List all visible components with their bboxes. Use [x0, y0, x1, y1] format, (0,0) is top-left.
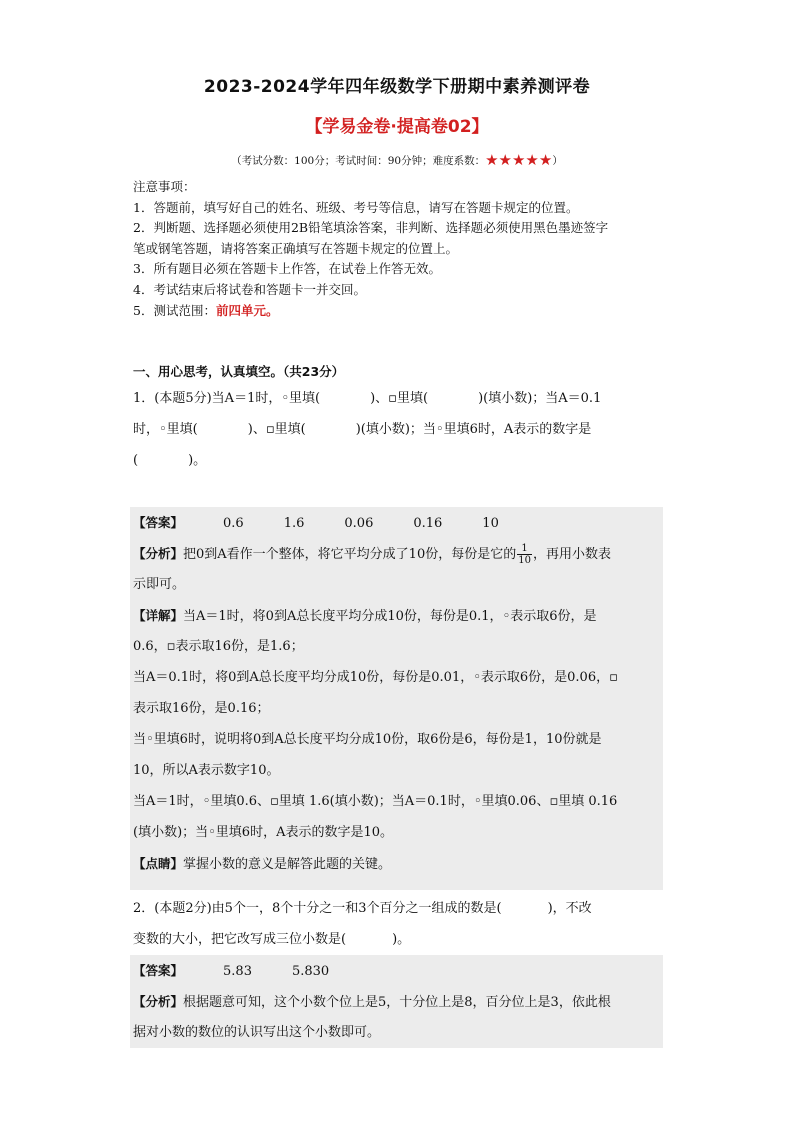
detail-line: (填小数)；当◦里填6时，A表示的数字是10。	[133, 825, 394, 840]
fraction: $\frac{1}{10}$	[518, 543, 531, 566]
notes-item: 2．判断题、选择题必须使用2B铅笔填涂答案，非判断、选择题必须使用黑色墨迹签字	[133, 220, 609, 236]
notes-item: 3．所有题目必须在答题卡上作答，在试卷上作答无效。	[133, 261, 441, 277]
analysis-line: 【分析】根据题意可知，这个小数个位上是5，十分位上是8，百分位上是3，依此根	[133, 994, 611, 1010]
document-subtitle: 【学易金卷·提高卷02】	[305, 117, 489, 137]
question-line: 时，◦里填( )、▫里填( )(填小数)；当◦里填6时，A表示的数字是	[133, 422, 592, 437]
notes-item-scope	[133, 301, 673, 322]
detail-line: 【详解】当A＝1时，将0到A总长度平均分成10份，每份是0.1，◦表示取6份，是	[133, 608, 597, 624]
document-title: 2023-2024学年四年级数学下册期中素养测评卷	[203, 77, 591, 97]
question-line: 2．(本题2分)由5个一，8个十分之一和3个百分之一组成的数是( )，不改	[133, 901, 592, 916]
detail-line: 当◦里填6时，说明将0到A总长度平均分成10份，取6份是6，每份是1，10份就是	[133, 732, 602, 747]
tip-line: 【点睛】掌握小数的意义是解答此题的关键。	[133, 856, 392, 872]
notes-item: 1．答题前，填写好自己的姓名、班级、考号等信息，请写在答题卡规定的位置。	[133, 199, 579, 215]
question-line: 1．(本题5分)当A＝1时，◦里填( )、▫里填( )(填小数)；当A＝0.1	[133, 391, 602, 406]
question-line: 变数的大小，把它改写成三位小数是( )。	[133, 932, 411, 947]
notes-item: 笔或钢笔答题，请将答案正确填写在答题卡规定的位置上。	[133, 240, 459, 256]
analysis-line: 示即可。	[133, 577, 186, 592]
detail-line: 10，所以A表示数字10。	[133, 763, 280, 778]
answer-line: 【答案】 0.6 1.6 0.06 0.16 10	[133, 515, 499, 531]
section-heading: 一、用心思考，认真填空。（共23分）	[133, 364, 345, 379]
analysis-line: 据对小数的数位的认识写出这个小数即可。	[133, 1025, 381, 1040]
question-1	[133, 383, 663, 476]
detail-line: 表示取16份，是0.16；	[133, 701, 270, 716]
exam-info-text: （考试分数：100分；考试时间：90分钟；难度系数：	[231, 155, 486, 167]
scope-value: 前四单元。	[215, 302, 279, 318]
notes-item: 4．考试结束后将试卷和答题卡一并交回。	[133, 281, 366, 297]
detail-line: 0.6，▫表示取16份，是1.6；	[133, 639, 304, 654]
answer-1	[133, 507, 661, 879]
analysis-line: 【分析】把0到A看作一个整体，将它平均分成了10份，每份是它的 $\frac{1}{10}$ ，再用小数表	[133, 543, 611, 566]
detail-line: 当A＝0.1时，将0到A总长度平均分成10份，每份是0.01，◦表示取6份，是0.06，▫	[133, 670, 618, 685]
notes-heading: 注意事项：	[133, 179, 196, 194]
answer-line: 【答案】 5.83 5.830	[133, 963, 330, 979]
question-2	[133, 893, 663, 955]
notes-block	[133, 177, 673, 321]
scope-label: 5．测试范围：	[133, 302, 216, 318]
detail-line: 当A＝1时，◦里填0.6、▫里填 1.6(填小数)；当A＝0.1时，◦里填0.06、▫里填 0.16	[133, 794, 618, 809]
answer-2	[133, 955, 661, 1048]
exam-info	[0, 151, 794, 169]
question-line: ( )。	[133, 453, 207, 468]
exam-info-close: ）	[552, 155, 563, 167]
difficulty-stars-icon: ★★★★★	[485, 151, 553, 169]
